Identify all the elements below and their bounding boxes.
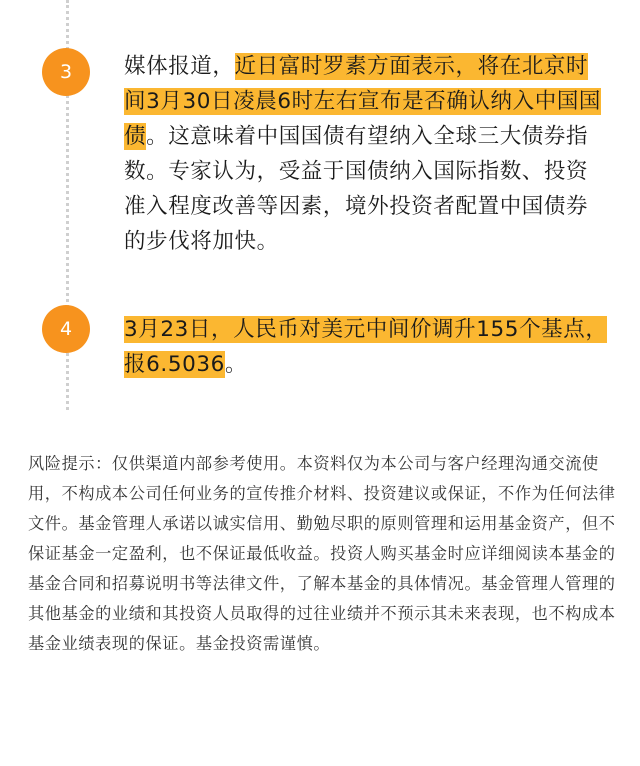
- highlighted-text: 近日富时罗素方面表示，将在北京时间3月30日凌晨6时左右宣布是否确认纳入中国国债: [124, 54, 602, 149]
- item-text: 。: [224, 352, 248, 377]
- news-item-3: [124, 49, 608, 259]
- item-number-badge: 4: [42, 305, 90, 353]
- item-number-badge: 3: [42, 48, 90, 96]
- item-text: 。这意味着中国国债有望纳入全球三大债券指数。专家认为，受益于国债纳入国际指数、投资准入程度改善等因素，境外投资者配置中国债券的步伐将加快。: [124, 124, 589, 254]
- risk-disclaimer: 风险提示：仅供渠道内部参考使用。本资料仅为本公司与客户经理沟通交流使用，不构成本公司任何业务的宣传推介材料、投资建议或保证，不作为任何法律文件。基金管理人承诺以诚实信用、勤勉尽职的原则管理和运用基金资产，但不保证基金一定盈利，也不保证最低收益。投资人购买基金时应详细阅读本基金的基金合同和招募说明书等法律文件，了解本基金的具体情况。基金管理人管理的其他基金的业绩和其投资人员取得的过往业绩并不预示其未来表现，也不构成本基金业绩表现的保证。基金投资需谨慎。: [28, 454, 616, 653]
- item-text: 媒体报道，: [124, 54, 235, 79]
- news-item-4: [124, 312, 608, 382]
- highlighted-text: 3月23日，人民币对美元中间价调升155个基点，报6.5036: [124, 317, 608, 377]
